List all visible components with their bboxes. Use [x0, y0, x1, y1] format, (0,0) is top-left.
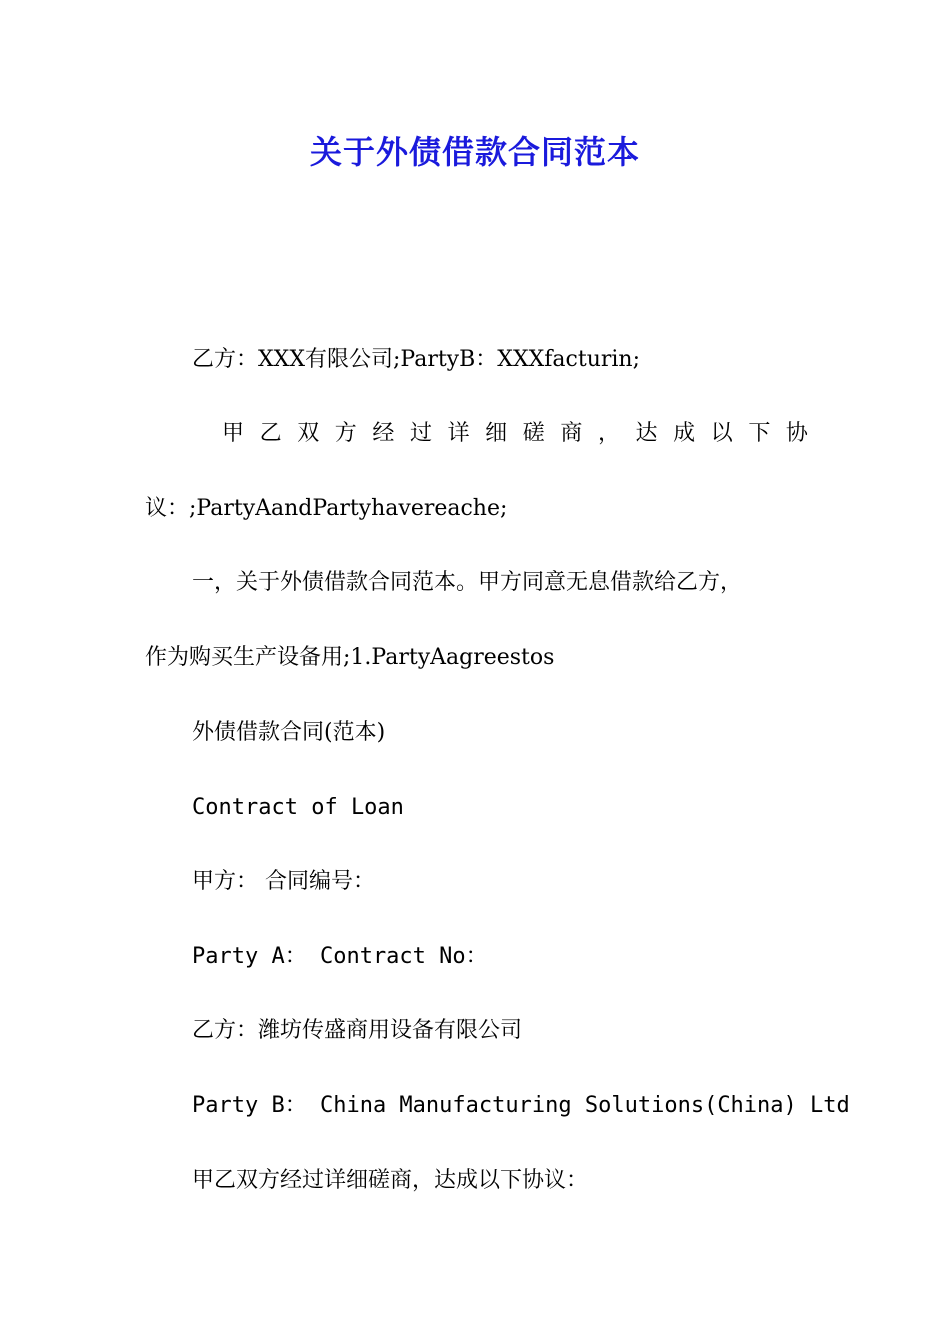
spaced-char: 详 [447, 421, 470, 446]
spaced-char: 甲 [222, 421, 245, 446]
spaced-char: 双 [297, 421, 320, 446]
clause-one-line: 一，关于外债借款合同范本。甲方同意无息借款给乙方， [192, 570, 743, 595]
spaced-char: 下 [748, 421, 771, 446]
spaced-char: 成 [673, 421, 696, 446]
spaced-char: 协 [785, 421, 808, 446]
party-a-contract-no-en: Party A： Contract No： [192, 944, 488, 969]
agreement-continuation-line: 议：;PartyAandPartyhavereache; [145, 496, 508, 521]
agreement-intro-line: 甲乙双方经过详细磋商，达成以下协议： [192, 1168, 589, 1193]
document-title: 关于外债借款合同范本 [309, 133, 640, 171]
clause-one-continuation: 作为购买生产设备用;1.PartyAagreestos [145, 645, 555, 670]
contract-heading-cn: 外债借款合同(范本) [192, 720, 386, 745]
party-a-contract-no-cn: 甲方： 合同编号： [192, 869, 375, 894]
spaced-char: 方 [334, 421, 357, 446]
party-b-name-cn: 乙方：潍坊传盛商用设备有限公司 [192, 1018, 523, 1043]
spaced-char: 达 [635, 421, 658, 446]
spaced-char: ， [597, 421, 620, 446]
contract-heading-en: Contract of Loan [192, 795, 404, 820]
spaced-char: 磋 [522, 421, 545, 446]
spaced-char: 以 [710, 421, 733, 446]
spaced-char: 乙 [259, 421, 282, 446]
spaced-agreement-line [222, 416, 808, 452]
spaced-char: 过 [409, 421, 432, 446]
spaced-char: 经 [372, 421, 395, 446]
spaced-char: 细 [485, 421, 508, 446]
spaced-char: 商 [560, 421, 583, 446]
party-b-name-en: Party B： China Manufacturing Solutions(China) Ltd [192, 1093, 850, 1118]
party-b-line: 乙方：XXX有限公司;PartyB：XXXfacturin; [192, 347, 640, 372]
